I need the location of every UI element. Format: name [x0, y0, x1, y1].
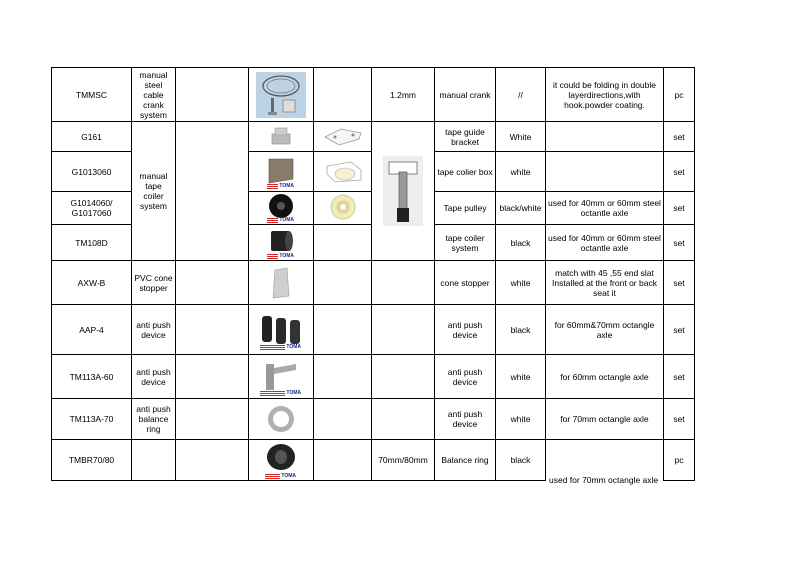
table-row — [52, 399, 695, 440]
item-type: tape guide bracket — [435, 122, 496, 152]
item-unit: set — [664, 192, 695, 225]
toma-logo: TOMA — [267, 184, 295, 189]
product-drawing-coiler-box — [314, 152, 372, 192]
item-note: it could be folding in double layerdirections,with hook.powder coating. — [546, 68, 664, 122]
item-name — [132, 440, 176, 481]
item-unit: set — [664, 399, 695, 440]
item-code: TMMSC — [52, 68, 132, 122]
item-note: for 60mm octangle axle — [546, 355, 664, 399]
item-code: G1014060/ G1017060 — [52, 192, 132, 225]
toma-logo: TOMA — [265, 474, 297, 479]
item-unit: set — [664, 122, 695, 152]
item-note: for 70mm octangle axle — [546, 399, 664, 440]
item-type: anti push device — [435, 305, 496, 355]
toma-logo: TOMA — [267, 254, 295, 259]
product-photo-tape-pulley — [249, 192, 314, 225]
item-type: anti push device — [435, 355, 496, 399]
item-note — [546, 152, 664, 192]
item-unit: pc — [664, 68, 695, 122]
item-type: cone stopper — [435, 261, 496, 305]
toma-logo: TOMA — [260, 345, 302, 350]
item-name: anti push device — [132, 355, 176, 399]
item-size — [372, 261, 435, 305]
item-name: PVC cone stopper — [132, 261, 176, 305]
item-code: TM113A-70 — [52, 399, 132, 440]
product-photo-cable-crank — [249, 68, 314, 122]
product-drawing-tape-pulley — [314, 192, 372, 225]
item-color: // — [496, 68, 546, 122]
item-unit: pc — [664, 440, 695, 481]
item-unit: set — [664, 305, 695, 355]
item-name: anti push device — [132, 305, 176, 355]
product-photo-anti-push — [249, 305, 314, 355]
item-size — [372, 399, 435, 440]
item-size: 1.2mm — [372, 68, 435, 122]
item-name: manual tape coiler system — [132, 122, 176, 261]
item-code: AXW-B — [52, 261, 132, 305]
item-note — [546, 122, 664, 152]
item-color: white — [496, 355, 546, 399]
item-color: black — [496, 225, 546, 261]
item-name: manual steel cable crank system — [132, 68, 176, 122]
product-photo-tape-coiler-system — [249, 225, 314, 261]
item-unit: set — [664, 355, 695, 399]
product-photo-coiler-box — [249, 152, 314, 192]
table-row — [52, 68, 695, 122]
item-code: TM113A-60 — [52, 355, 132, 399]
item-size — [372, 305, 435, 355]
product-table — [51, 67, 695, 481]
item-type: tape colier box — [435, 152, 496, 192]
product-photo-cone-stopper — [249, 261, 314, 305]
product-photo-tape-coiler — [372, 122, 435, 261]
item-color: black — [496, 440, 546, 481]
item-unit: set — [664, 152, 695, 192]
item-code: G1013060 — [52, 152, 132, 192]
item-type: tape coiler system — [435, 225, 496, 261]
item-size: 70mm/80mm — [372, 440, 435, 481]
toma-logo: TOMA — [267, 218, 295, 223]
table-row — [52, 261, 695, 305]
product-photo-anti-push-60 — [249, 355, 314, 399]
item-code: AAP-4 — [52, 305, 132, 355]
product-drawing-guide-bracket — [314, 122, 372, 152]
item-color: white — [496, 399, 546, 440]
table-row — [52, 355, 695, 399]
item-code: G161 — [52, 122, 132, 152]
item-name: anti push balance ring — [132, 399, 176, 440]
item-note: match with 45 ,55 end slat Installed at the front or back seat it — [546, 261, 664, 305]
item-type: Balance ring — [435, 440, 496, 481]
table-row — [52, 122, 695, 152]
item-color: White — [496, 122, 546, 152]
table-row — [52, 305, 695, 355]
item-note: used for 40mm or 60mm steel octantle axle — [546, 225, 664, 261]
item-code: TMBR70/80 — [52, 440, 132, 481]
item-note: for 60mm&70mm octangle axle — [546, 305, 664, 355]
item-color: black — [496, 305, 546, 355]
item-color: white — [496, 152, 546, 192]
item-type: anti push device — [435, 399, 496, 440]
item-note: used for 40mm or 60mm steel octantle axle — [546, 192, 664, 225]
item-type: Tape pulley — [435, 192, 496, 225]
item-color: black/white — [496, 192, 546, 225]
product-photo-guide-bracket — [249, 122, 314, 152]
product-photo-balance-ring — [249, 399, 314, 440]
item-size — [372, 355, 435, 399]
toma-logo: TOMA — [260, 391, 302, 396]
item-unit: set — [664, 261, 695, 305]
product-photo-balance-ring-black — [249, 440, 314, 481]
item-code: TM108D — [52, 225, 132, 261]
item-type: manual crank — [435, 68, 496, 122]
item-unit: set — [664, 225, 695, 261]
item-color: white — [496, 261, 546, 305]
cutoff-note: used for 70mm octangle axle — [549, 475, 659, 485]
